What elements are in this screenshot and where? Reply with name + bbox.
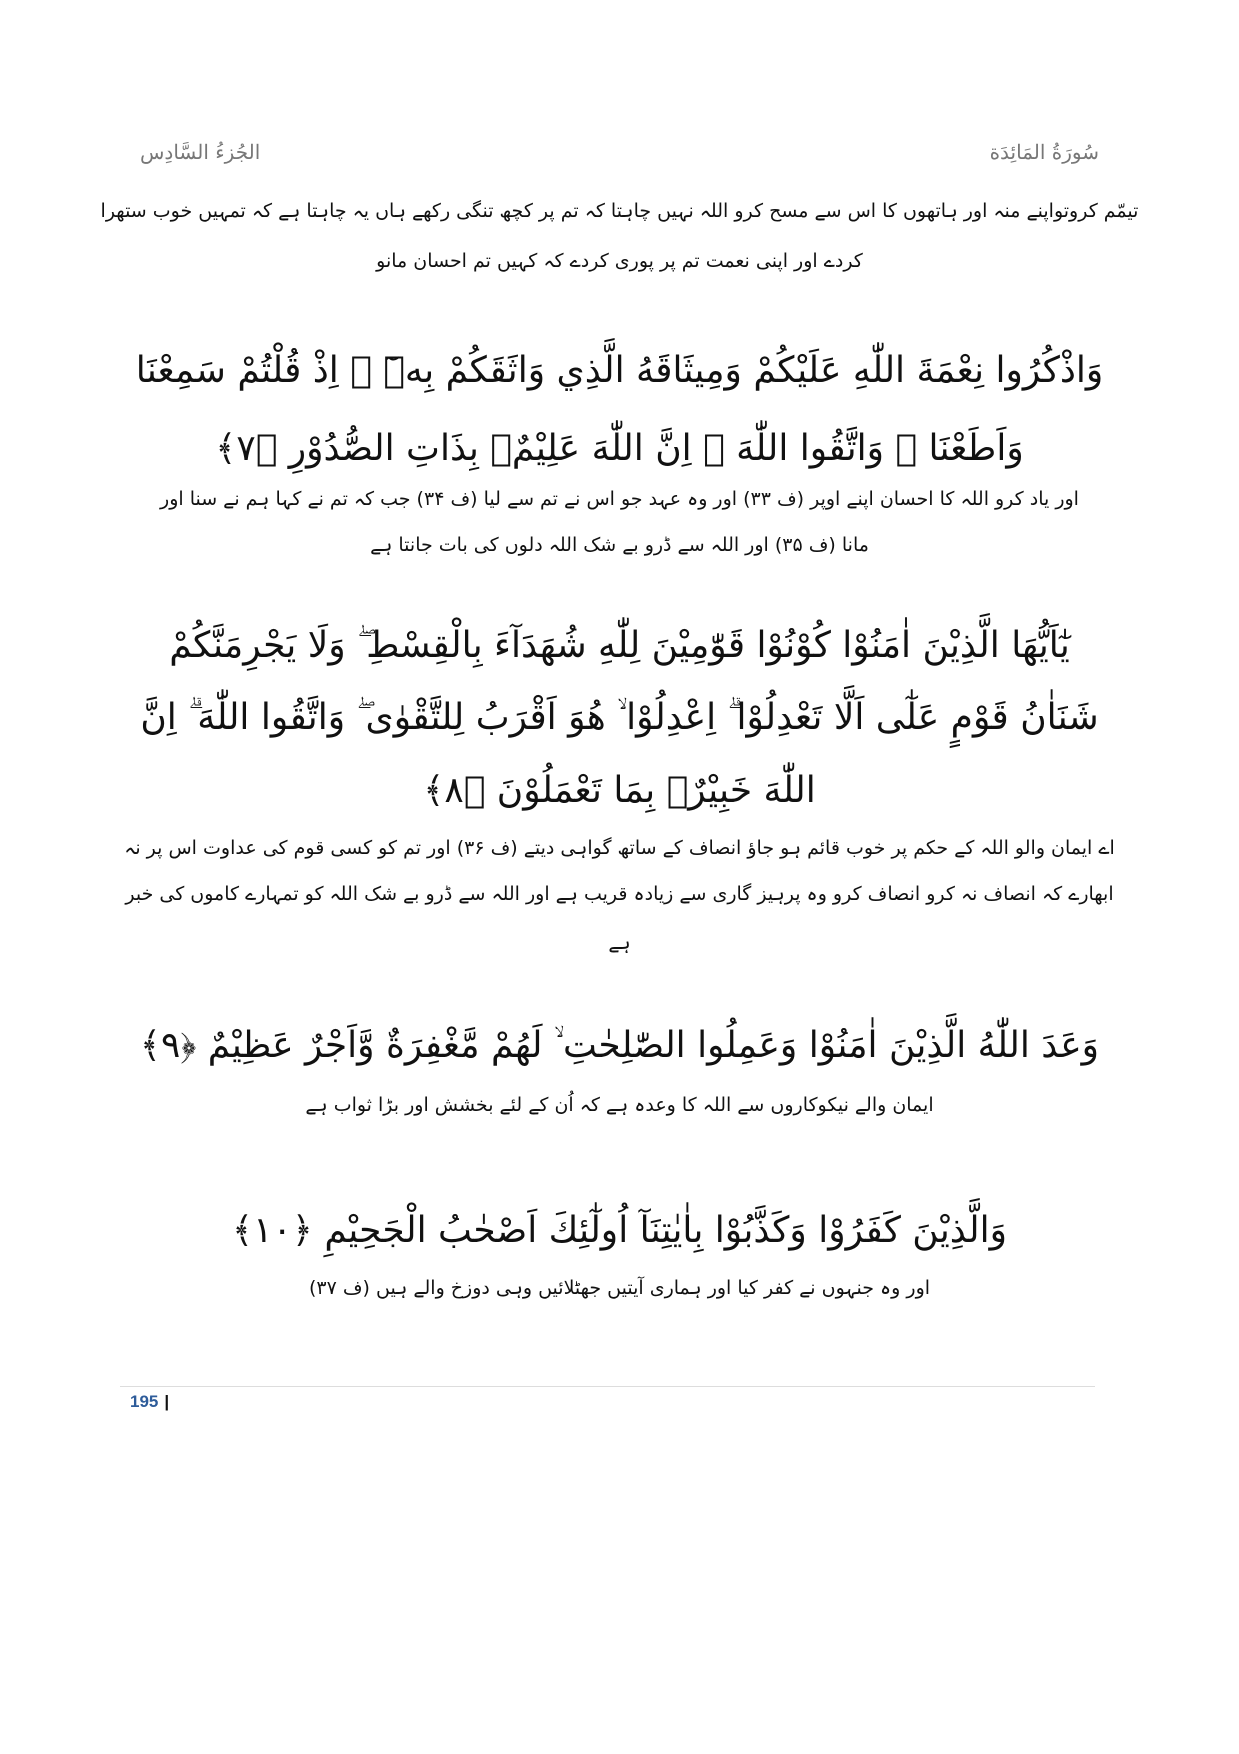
verse-8-line: شَنَاٰنُ قَوْمٍ عَلٰٓى اَلَّا تَعْدِلُوْا ۗ اِعْدِلُوْا ۙ هُوَ اَقْرَبُ لِلتَّقْوٰى ۖ وَاتَّقُوا اللّٰهَ ۗ اِنَّ [140,697,1099,738]
verse-10-line: وَالَّذِيْنَ كَفَرُوْا وَكَذَّبُوْا بِاٰيٰتِنَآ اُولٰٓئِكَ اَصْحٰبُ الْجَحِيْمِ ﴿١٠﴾ [232,1210,1007,1251]
translation-line: تیمّم کروتواپنے منہ اور ہاتھوں کا اس سے مسح کرو اللہ نہیں چاہتا کہ تم پر کچھ تنگی رکھے ہاں یہ چاہتا ہے کہ تمہیں خوب ستھرا [100,200,1139,222]
translation-line: مانا (ف ۳۵) اور اللہ سے ڈرو بے شک اللہ دلوں کی بات جانتا ہے [370,534,869,556]
verse-7-line: وَاَطَعْنَا ۖ وَاتَّقُوا اللّٰهَ ۗ اِنَّ اللّٰهَ عَلِيْمٌۢ بِذَاتِ الصُّدُوْرِ ﴿٧﴾ [215,428,1024,469]
verse-8-line: اللّٰهَ خَبِيْرٌۢ بِمَا تَعْمَلُوْنَ ﴿٨﴾ [423,770,816,811]
translation-line: اور یاد کرو اللہ کا احسان اپنے اوپر (ف ۳۳) اور وہ عہد جو اس نے تم سے لیا (ف ۳۴) جب کہ تم نے کہا ہم نے سنا اور [160,488,1079,510]
surah-header: سُورَةُ المَائِدَة [989,140,1099,164]
page-number-value: 195 [130,1392,159,1411]
page-number-separator: | [164,1392,170,1411]
translation-line: ہے [608,932,631,954]
page-number [130,1392,169,1412]
verse-7-line: وَاذْكُرُوا نِعْمَةَ اللّٰهِ عَلَيْكُمْ وَمِيثَاقَهُ الَّذِي وَاثَقَكُمْ بِهٖٓ ۙ اِذْ قُلْتُمْ سَمِعْنَا [135,350,1104,391]
juz-header: الجُزءُ السَّادِس [140,140,261,164]
translation-line: ایمان والے نیکوکاروں سے اللہ کا وعدہ ہے کہ اُن کے لئے بخشش اور بڑا ثواب ہے [305,1094,934,1116]
verse-8-line: يٰٓاَيُّهَا الَّذِيْنَ اٰمَنُوْا كُوْنُوْا قَوّٰمِيْنَ لِلّٰهِ شُهَدَآءَ بِالْقِسْطِ ۖ وَلَا يَجْرِمَنَّكُمْ [169,625,1070,666]
translation-line: ابھارے کہ انصاف نہ کرو انصاف کرو وہ پرہیز گاری سے زیادہ قریب ہے اور اللہ سے ڈرو بے شک اللہ کو تمہارے کاموں کی خبر [125,883,1114,905]
translation-line: کردے اور اپنی نعمت تم پر پوری کردے کہ کہیں تم احسان مانو [376,250,863,272]
verse-9-line: وَعَدَ اللّٰهُ الَّذِيْنَ اٰمَنُوْا وَعَمِلُوا الصّٰلِحٰتِ ۙ لَهُمْ مَّغْفِرَةٌ وَّاَجْرٌ عَظِيْمٌ ﴿٩﴾ [139,1025,1100,1066]
translation-line: اے ایمان والو اللہ کے حکم پر خوب قائم ہو جاؤ انصاف کے ساتھ گواہی دیتے (ف ۳۶) اور تم کو کسی قوم کی عداوت اس پر نہ [124,837,1115,859]
translation-line: اور وہ جنہوں نے کفر کیا اور ہماری آیتیں جھٹلائیں وہی دوزخ والے ہیں (ف ۳۷) [308,1277,931,1299]
footer-divider [120,1386,1095,1387]
